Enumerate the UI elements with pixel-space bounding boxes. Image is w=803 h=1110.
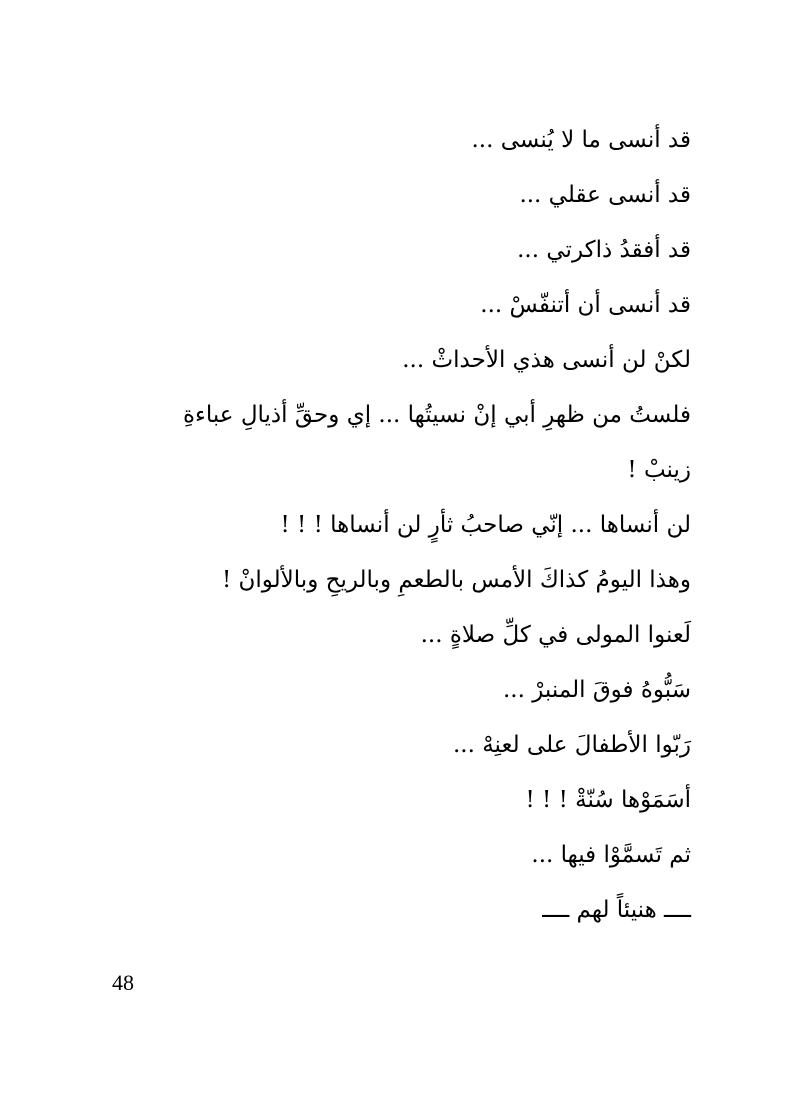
poem-line: لن أنساها ... إنّي صاحبُ ثأرٍ لن أنساها ! ! ! xyxy=(280,512,691,538)
poem-line: قد أنسى أن أتنفّسْ ... xyxy=(480,292,691,318)
poem-line: قد أفقدُ ذاكرتي ... xyxy=(517,237,691,263)
poem-line: فلستُ من ظهرِ أبي إنْ نسيتُها ... إي وحقِّ أذيالِ عباءةِ xyxy=(182,402,691,428)
poem-line: لكنْ لن أنسى هذي الأحداثْ ... xyxy=(402,347,691,373)
poem-line: ثم تَسمَّوْا فيها ... xyxy=(531,842,691,868)
poem-text xyxy=(91,113,691,938)
poem-line: لَعنوا المولى في كلِّ صلاةٍ ... xyxy=(420,622,691,648)
poem-line: زينبْ ! xyxy=(627,457,691,483)
poem-line: رَبّوا الأطفالَ على لعنِهْ ... xyxy=(452,732,691,758)
poem-line: سَبُّوهُ فوقَ المنبرْ ... xyxy=(503,677,691,703)
poem-line: ــــ هنيئاً لهم ــــ xyxy=(542,897,691,923)
page-number: 48 xyxy=(112,970,134,995)
poem-line: وهذا اليومُ كذاكَ الأمس بالطعمِ وبالريحِ وبالألوانْ ! xyxy=(221,567,691,593)
poem-line: أسَمَوْها سُنّةْ ! ! ! xyxy=(525,787,691,813)
poem-line: قد أنسى ما لا يُنسى ... xyxy=(471,127,691,153)
poem-line: قد أنسى عقلي ... xyxy=(519,182,691,208)
